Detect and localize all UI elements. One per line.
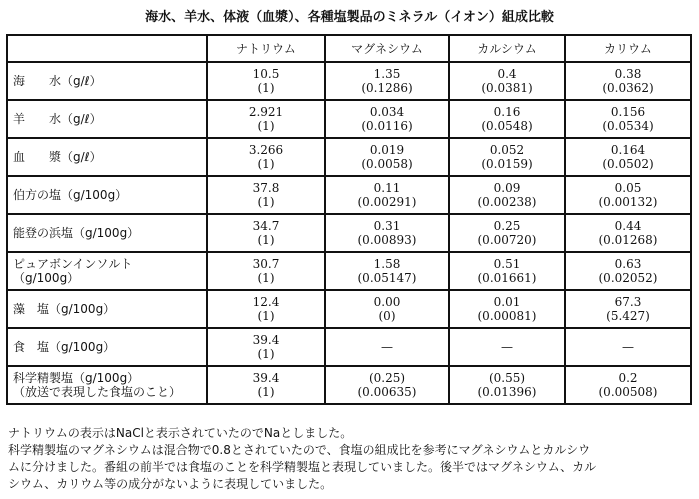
value-ratio: (1) [257, 271, 275, 285]
value-amount: 34.7 [252, 219, 280, 233]
header-calcium: カルシウム [449, 35, 565, 62]
value-ratio: (1) [257, 81, 275, 95]
row-label [7, 328, 207, 366]
value-cell [325, 328, 449, 366]
header-potassium: カリウム [565, 35, 691, 62]
value-cell [449, 100, 565, 138]
value-ratio: (5.427) [606, 309, 650, 323]
page-title: 海水、羊水、体液（血漿）、各種塩製品のミネラル（イオン）組成比較 [145, 10, 554, 25]
value-cell [449, 366, 565, 404]
footnote-line: ムに分けました。番組の前半では食塩のことを科学精製塩と表現していました。後半ではマグネシウム、カル [8, 460, 597, 474]
value-amount: 0.63 [614, 257, 642, 271]
value-amount: 0.034 [369, 105, 405, 119]
value-cell [325, 252, 449, 290]
table-row [7, 62, 691, 100]
value-ratio: (0.0362) [602, 81, 654, 95]
value-ratio: (0.00081) [477, 309, 537, 323]
table-row [7, 138, 691, 176]
value-ratio: (0.05147) [357, 271, 417, 285]
value-ratio: (0.0381) [481, 81, 533, 95]
value-amount: 1.35 [373, 67, 401, 81]
footnote-line: ナトリウムの表示はNaClと表示されていたのでNaとしました。 [8, 426, 353, 440]
value-ratio: (0.0548) [481, 119, 533, 133]
value-ratio: (1) [257, 233, 275, 247]
value-amount: (0.55) [488, 371, 526, 385]
value-amount: 0.156 [610, 105, 646, 119]
table-row [7, 176, 691, 214]
value-amount: 0.11 [373, 181, 401, 195]
row-label-line: （放送で表現した食塩のこと） [13, 385, 182, 399]
value-ratio: (0.01396) [477, 385, 537, 399]
footnote-line: 科学精製塩のマグネシウムは混合物で0.8とされていたので、食塩の組成比を参考にマグネシウムとカルシウ [8, 443, 591, 457]
table-row [7, 100, 691, 138]
value-amount: 67.3 [614, 295, 642, 309]
value-cell [565, 100, 691, 138]
value-ratio: (0.0502) [602, 157, 654, 171]
value-ratio: (1) [257, 195, 275, 209]
row-label-line: （g/100g） [13, 271, 80, 285]
value-cell [449, 328, 565, 366]
value-ratio: (1) [257, 385, 275, 399]
value-amount: 0.44 [614, 219, 642, 233]
value-cell [325, 214, 449, 252]
footnotes [8, 425, 694, 493]
value-cell [565, 290, 691, 328]
value-ratio: (0.00635) [357, 385, 417, 399]
value-cell [207, 214, 325, 252]
row-label-line: 伯方の塩（g/100g） [13, 188, 128, 202]
value-cell [325, 290, 449, 328]
value-ratio: (0.0058) [361, 157, 413, 171]
value-ratio: (0.00291) [357, 195, 417, 209]
value-amount: 2.921 [248, 105, 284, 119]
row-label-line: 藻 塩（g/100g） [13, 302, 116, 316]
value-amount: — [622, 340, 634, 354]
value-amount: 1.58 [373, 257, 401, 271]
table-row [7, 214, 691, 252]
value-ratio: (0.00132) [598, 195, 658, 209]
row-label-line: 血 漿（g/ℓ） [13, 150, 102, 164]
value-cell [207, 62, 325, 100]
value-cell [449, 138, 565, 176]
value-cell [207, 252, 325, 290]
value-amount: 0.31 [373, 219, 401, 233]
value-amount: 0.4 [497, 67, 517, 81]
header-row [7, 35, 691, 62]
value-cell [565, 366, 691, 404]
value-ratio: (0.01268) [598, 233, 658, 247]
table-row [7, 328, 691, 366]
value-cell [565, 328, 691, 366]
value-amount: 12.4 [252, 295, 280, 309]
value-cell [325, 138, 449, 176]
value-cell [449, 176, 565, 214]
value-ratio: (0.00508) [598, 385, 658, 399]
row-label-line: ピュアボンインソルト [13, 257, 133, 271]
value-cell [449, 214, 565, 252]
value-cell [449, 252, 565, 290]
value-amount: 0.01 [493, 295, 521, 309]
value-cell [449, 62, 565, 100]
value-cell [565, 176, 691, 214]
footnote-line: シウム、カリウム等の成分がないように表現していました。 [8, 477, 333, 491]
row-label-line: 海 水（g/ℓ） [13, 74, 102, 88]
row-label [7, 62, 207, 100]
value-amount: 0.019 [369, 143, 405, 157]
value-ratio: (0.0116) [361, 119, 413, 133]
value-cell [207, 138, 325, 176]
value-amount: (0.25) [368, 371, 406, 385]
value-amount: — [381, 340, 393, 354]
row-label [7, 100, 207, 138]
header-magnesium: マグネシウム [325, 35, 449, 62]
value-cell [207, 100, 325, 138]
value-amount: 0.052 [489, 143, 525, 157]
value-ratio: (0.00238) [477, 195, 537, 209]
row-label [7, 138, 207, 176]
value-ratio: (1) [257, 309, 275, 323]
value-ratio: (0.0534) [602, 119, 654, 133]
value-cell [565, 252, 691, 290]
value-ratio: (1) [257, 347, 275, 361]
value-ratio: (1) [257, 157, 275, 171]
value-amount: 0.164 [610, 143, 646, 157]
value-amount: 0.51 [493, 257, 521, 271]
value-cell [207, 328, 325, 366]
value-cell [449, 290, 565, 328]
value-amount: 0.2 [618, 371, 638, 385]
header-sodium: ナトリウム [207, 35, 325, 62]
mineral-composition-table [6, 34, 692, 405]
value-amount: 0.00 [373, 295, 401, 309]
value-cell [207, 290, 325, 328]
value-ratio: (0.02052) [598, 271, 658, 285]
table-row [7, 290, 691, 328]
value-amount: 0.05 [614, 181, 642, 195]
value-cell [325, 366, 449, 404]
row-label [7, 290, 207, 328]
value-ratio: (0.1286) [361, 81, 413, 95]
value-amount: — [501, 340, 513, 354]
value-cell [325, 62, 449, 100]
value-amount: 39.4 [252, 371, 280, 385]
value-amount: 0.25 [493, 219, 521, 233]
table-row [7, 366, 691, 404]
row-label-line: 食 塩（g/100g） [13, 340, 116, 354]
value-ratio: (0.00720) [477, 233, 537, 247]
value-ratio: (0.01661) [477, 271, 537, 285]
table-row [7, 252, 691, 290]
value-cell [565, 214, 691, 252]
value-ratio: (1) [257, 119, 275, 133]
row-label [7, 366, 207, 404]
value-amount: 3.266 [248, 143, 284, 157]
value-cell [325, 100, 449, 138]
value-ratio: (0.00893) [357, 233, 417, 247]
row-label-line: 羊 水（g/ℓ） [13, 112, 102, 126]
row-label-line: 能登の浜塩（g/100g） [13, 226, 140, 240]
value-cell [325, 176, 449, 214]
value-cell [565, 138, 691, 176]
value-ratio: (0) [378, 309, 396, 323]
value-amount: 37.8 [252, 181, 280, 195]
value-amount: 39.4 [252, 333, 280, 347]
row-label-line: 科学精製塩（g/100g） [13, 371, 140, 385]
value-cell [207, 176, 325, 214]
value-amount: 30.7 [252, 257, 280, 271]
value-amount: 10.5 [252, 67, 280, 81]
value-cell [565, 62, 691, 100]
row-label [7, 176, 207, 214]
value-amount: 0.16 [493, 105, 521, 119]
row-label [7, 252, 207, 290]
value-amount: 0.09 [493, 181, 521, 195]
header-blank [7, 35, 207, 62]
value-cell [207, 366, 325, 404]
row-label [7, 214, 207, 252]
value-amount: 0.38 [614, 67, 642, 81]
value-ratio: (0.0159) [481, 157, 533, 171]
